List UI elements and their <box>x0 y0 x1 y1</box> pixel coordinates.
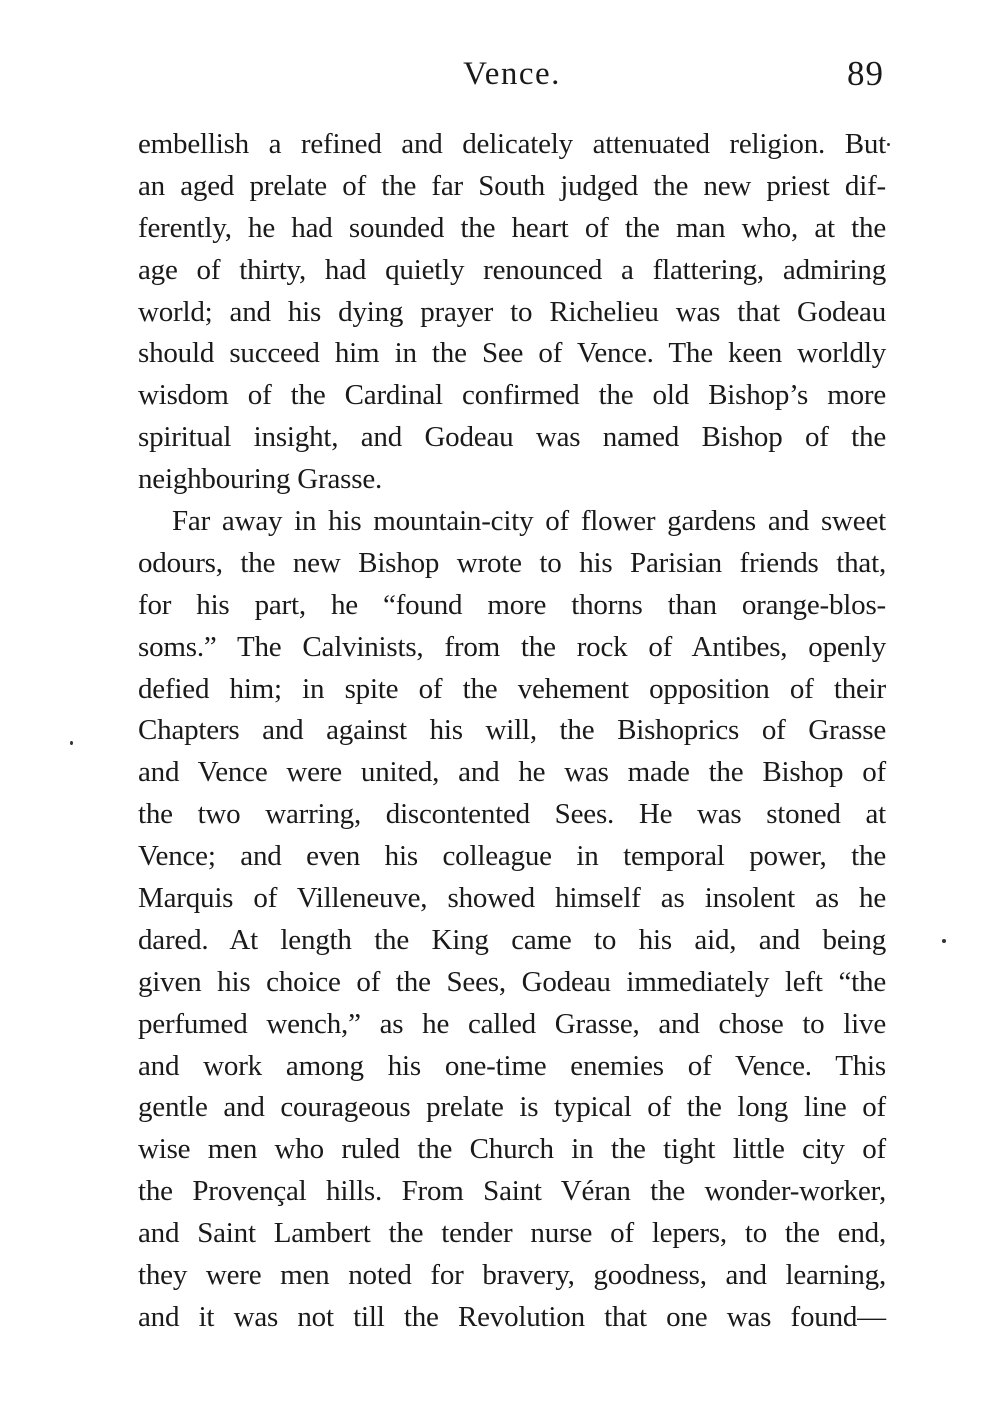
text-line: an aged prelate of the far South judged the new priest dif- <box>138 169 886 202</box>
text-line: perfumed wench,” as he called Grasse, and chose to live <box>138 1007 886 1040</box>
body-text <box>138 124 886 1339</box>
text-line: Chapters and against his will, the Bishoprics of Grasse <box>138 714 886 747</box>
text-line: ferently, he had sounded the heart of the man who, at the <box>138 211 886 244</box>
scan-speck <box>70 741 73 745</box>
text-line: dared. At length the King came to his aid, and being <box>138 923 886 956</box>
text-line: given his choice of the Sees, Godeau immediately left “the <box>138 965 886 998</box>
text-line: spiritual insight, and Godeau was named Bishop of the <box>138 421 886 454</box>
text-line: the two warring, discontented Sees. He was stoned at <box>138 798 886 831</box>
paragraph-last-line: neighbouring Grasse. <box>138 463 383 496</box>
running-head <box>138 52 886 96</box>
running-title: Vence. <box>463 56 561 92</box>
text-line: age of thirty, had quietly renounced a flattering, admiring <box>138 253 886 286</box>
text-line: gentle and courageous prelate is typical of the long line of <box>138 1091 886 1124</box>
text-line: soms.” The Calvinists, from the rock of Antibes, openly <box>138 630 886 663</box>
text-line: wise men who ruled the Church in the tight little city of <box>138 1133 886 1166</box>
page-number: 89 <box>847 54 884 93</box>
text-line: and Saint Lambert the tender nurse of lepers, to the end, <box>138 1217 886 1250</box>
text-line: should succeed him in the See of Vence. The keen worldly <box>138 337 886 370</box>
text-line: embellish a refined and delicately attenuated religion. But <box>138 128 886 160</box>
text-line: Marquis of Villeneuve, showed himself as insolent as he <box>138 882 886 915</box>
paragraph-first-line: Far away in his mountain-city of flower gardens and sweet <box>172 505 886 538</box>
scan-speck <box>942 939 946 943</box>
text-line: world; and his dying prayer to Richelieu was that Godeau <box>138 295 886 328</box>
text-line: and work among his one-time enemies of Vence. This <box>138 1049 886 1082</box>
text-line: the Provençal hills. From Saint Véran the wonder-worker, <box>138 1175 886 1208</box>
text-line: Vence; and even his colleague in temporal power, the <box>138 840 886 873</box>
text-line: and Vence were united, and he was made the Bishop of <box>138 756 886 789</box>
scan-speck <box>887 143 890 146</box>
text-line: for his part, he “found more thorns than orange-blos- <box>138 588 886 621</box>
text-line: defied him; in spite of the vehement opposition of their <box>138 672 886 705</box>
text-line: and it was not till the Revolution that one was found— <box>138 1300 886 1333</box>
text-line: odours, the new Bishop wrote to his Parisian friends that, <box>138 546 886 579</box>
text-line: they were men noted for bravery, goodness, and learning, <box>138 1259 886 1292</box>
text-line: wisdom of the Cardinal confirmed the old Bishop’s more <box>138 379 886 412</box>
